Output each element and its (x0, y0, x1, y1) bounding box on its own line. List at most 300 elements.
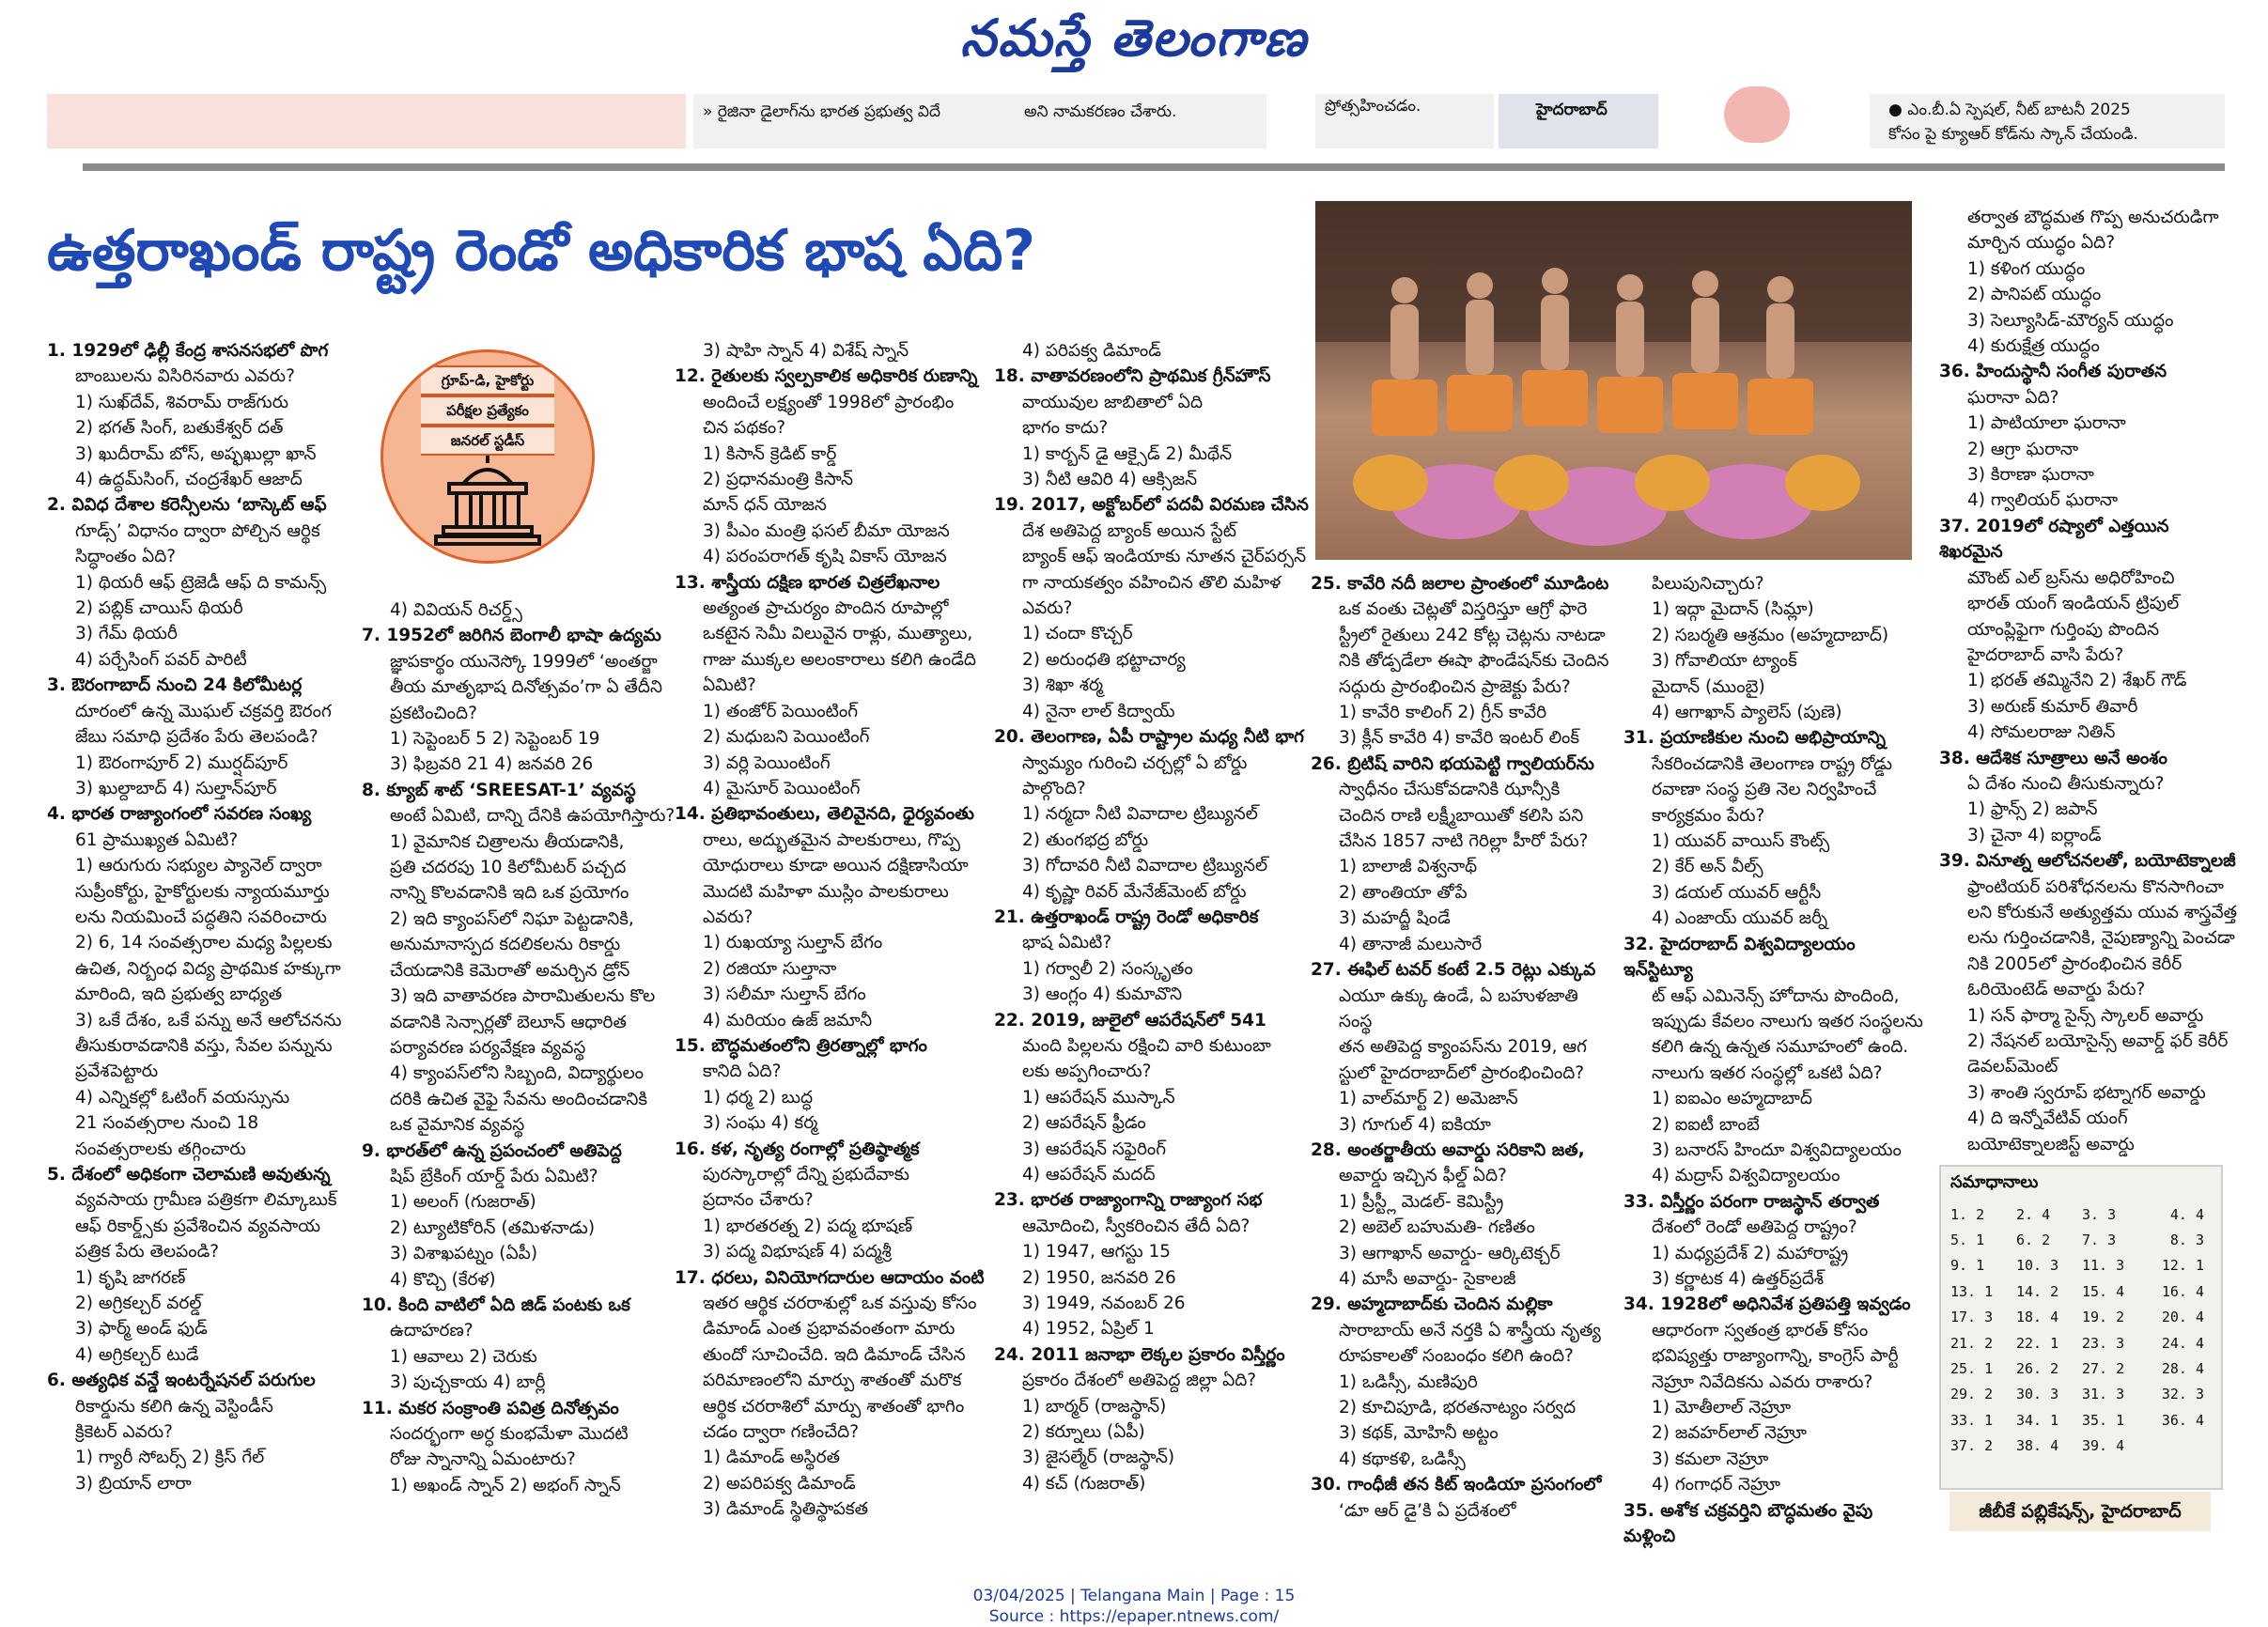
answer-option: 4) వివియన్ రిచర్డ్స్ (390, 600, 522, 620)
answer-option: 1) థియరీ ఆఫ్ ట్రెజెడీ ఆఫ్ ది కామన్స్ (75, 572, 327, 593)
question-continuation: రోజు స్నానాన్ని ఏమంటారు? (390, 1449, 576, 1470)
answer-option: 3) మహద్జీ షిండే (1339, 908, 1451, 929)
answers-row (1950, 1227, 2204, 1252)
question-stem: దేశంలో అధికంగా చెలామణి అవుతున్న (71, 1165, 331, 1185)
question-continuation: ఎవరు? (1022, 598, 1073, 619)
answer-option: 1) భరత్ తమ్మినేని 2) శేఖర్ గౌడ్ (1967, 671, 2187, 691)
question-text (994, 1008, 1318, 1033)
question-text (675, 1137, 999, 1162)
question-continuation: ఆర్థిక చరరాశిలో మార్పు శాతంతో భాగిం (703, 1396, 965, 1417)
answer-cell: 18. 4 (2016, 1309, 2059, 1326)
question-text (675, 801, 999, 827)
answer-option: 1) తంజోర్ పెయింటింగ్ (703, 701, 859, 721)
question-stem: ధరలు, వినియోగదారుల ఆదాయం వంటి (711, 1267, 985, 1288)
strip-text-1: » రైజినా డైలాగ్‌ను భారత ప్రభుత్వ విదే (703, 102, 940, 121)
answer-cell: 34. 1 (2016, 1411, 2059, 1429)
question-text (362, 1396, 686, 1421)
answer-option: 4) మరియం ఉజ్ జమానీ (703, 1010, 873, 1030)
question-stem: అంతర్జాతీయ అవార్డు సరికాని జత, (1347, 1139, 1585, 1160)
answer-option: 3) షాహి స్నాన్ 4) విశేష్ స్నాన్ (703, 341, 909, 361)
question-continuation: పురస్కారాల్లో దేన్ని ప్రభుదేవాకు (703, 1165, 909, 1185)
question-text (675, 570, 999, 596)
question-text (1623, 1292, 1929, 1317)
answer-cell: 3. 3 (2082, 1205, 2117, 1223)
question-continuation: బయోటెక్నాలజిస్ట్ అవార్డు (1967, 1134, 2135, 1154)
question-continuation: సారాబాయ్ అనే నర్తకి ఏ శాస్త్రీయ నృత్య (1339, 1320, 1601, 1340)
question-continuation: నాన్ని కొలవడానికి ఇది ఒక ప్రయోగం (390, 883, 629, 904)
answer-cell: 5. 1 (1950, 1232, 1985, 1249)
question-continuation: 21 సంవత్సరాల నుంచి 18 (75, 1113, 259, 1134)
question-stem: 1929లో ఢిల్లీ కేంద్ర శాసనసభలో పొగ (71, 341, 329, 361)
answer-cell: 23. 3 (2082, 1334, 2125, 1352)
answer-cell: 10. 3 (2016, 1257, 2059, 1275)
question-text (994, 364, 1318, 389)
question-continuation: ఇప్పుడు కేవలం నాలుగు ఇతర సంస్థలను (1652, 1011, 1923, 1031)
question-continuation: ఉదాహరణ? (390, 1321, 474, 1341)
answer-option: 4) 1952, ఏప్రిల్ 1 (1022, 1319, 1155, 1340)
strip-text-3: ప్రోత్సహించడం. (1325, 97, 1421, 116)
top-strip-block-3 (1315, 94, 1494, 148)
footer-source: Source : https://epaper.ntnews.com/ (988, 1607, 1280, 1626)
question-continuation: పత్రిక పేరు తెలపండి? (75, 1242, 220, 1263)
top-strip-block-2 (693, 94, 1266, 148)
question-text (362, 623, 686, 648)
question-continuation: ఒకటైన సెమీ విలువైన రాళ్లు, ముత్యాలు, (703, 624, 973, 644)
question-continuation: చిన పథకం? (703, 418, 786, 439)
question-number: 10. (362, 1294, 393, 1315)
answer-option: 4) ది ఇన్నోవేటివ్ యంగ్ (1967, 1108, 2128, 1129)
answer-option: 2) నేషనల్ బయోసైన్స్ అవార్డ్ ఫర్ కెరీర్ (1967, 1031, 2229, 1051)
answer-option: 3) చైనా 4) ఐర్లాండ్ (1967, 825, 2102, 845)
question-stem: వాతావరణంలోని ప్రాథమిక గ్రీన్‌హౌస్ (1031, 366, 1271, 387)
question-text (1311, 571, 1611, 597)
answers-row (1950, 1382, 2204, 1407)
answer-option: 4) మద్రాస్ విశ్వవిద్యాలయం (1652, 1166, 1841, 1186)
answer-option: 1) నర్మదా నీటి వివాదాల ట్రిబ్యునల్ (1022, 804, 1258, 825)
answer-option: 3) సెల్యూసిడ్-మౌర్యన్ యుద్ధం (1967, 310, 2174, 331)
question-continuation: ఫ్రాంటియర్ పరిశోధనలను కొనసాగించా (1967, 876, 2224, 897)
answer-option: 1) ఆపరేషన్ ముస్కాన్ (1022, 1087, 1175, 1108)
answer-option: 2) కూచిపూడి, భరతనాట్యం సర్వద (1339, 1398, 1577, 1418)
answer-option: 4) సోమలరాజు నితిన్ (1967, 722, 2116, 743)
answer-option: 1) కార్బన్ డై ఆక్సైడ్ 2) మీథేన్ (1022, 443, 1233, 464)
question-number: 28. (1311, 1139, 1342, 1160)
question-continuation: ఆధారంగా స్వతంత్ర భారత్ కోసం (1652, 1320, 1869, 1340)
question-text (1311, 752, 1611, 777)
answer-option: 3) ఖుల్దాబాద్ 4) సుల్తాన్‌పూర్ (75, 778, 277, 798)
answer-option: 1) 1947, ఆగస్టు 15 (1022, 1242, 1172, 1263)
answer-option: 4) క్యాంపస్‌లోని సిబ్బంది, విద్యార్థులం (390, 1063, 645, 1084)
question-number: 24. (994, 1344, 1025, 1365)
question-continuation: ఇతర ఆర్థిక చరరాశుల్లో ఒక వస్తువు కోసం (703, 1294, 977, 1314)
question-number: 31. (1623, 728, 1654, 749)
answers-row (1950, 1330, 2204, 1356)
answer-option: 3) గేమ్ థియరీ (75, 624, 178, 644)
question-stem: ప్రతిభావంతులు, తెలివైనది, ధైర్యవంతు (711, 804, 974, 825)
question-continuation: దేశ అతిపెద్ద బ్యాంక్ అయిన స్టేట్ (1022, 520, 1237, 541)
question-continuation: ప్రవేశపెట్టారు (75, 1061, 159, 1082)
question-text (994, 905, 1318, 930)
question-text (994, 724, 1318, 750)
answer-option: 1) ధర్మ 2) బుద్ధ (703, 1087, 814, 1108)
answer-option: 3) జైసల్మేర్ (రాజస్థాన్) (1022, 1448, 1175, 1468)
question-stem: తెలంగాణ, ఏపీ రాష్ట్రాల మధ్య నీటి భాగ (1031, 727, 1304, 748)
question-continuation: స్వామ్యం గురించి చర్చల్లో ఏ బోర్డు (1022, 752, 1248, 773)
question-number: 26. (1311, 753, 1342, 774)
strip-photo (1724, 86, 1790, 143)
question-continuation: సంవత్సరాలకు తగ్గించారు (75, 1139, 246, 1159)
answer-cell: 27. 2 (2082, 1360, 2125, 1378)
answer-option: 2) అగ్రికల్చర్ వరల్డ్ (75, 1294, 202, 1314)
question-number: 4. (47, 804, 66, 825)
section-badge (381, 349, 595, 564)
question-number: 18. (994, 366, 1025, 387)
answer-option: 1) ఒడిస్సీ, మణిపురి (1339, 1371, 1478, 1392)
answer-cell: 20. 4 (2161, 1309, 2204, 1326)
strip-text-6: కోసం పై క్యూఆర్ కోడ్‌ను స్కాన్ చేయండి. (1888, 125, 2138, 144)
answer-option: 3) వర్లి పెయింటింగ్ (703, 752, 831, 773)
answer-option: 1) ఆవాలు 2) చెరుకు (390, 1346, 537, 1367)
question-stem: ఔరంగాబాద్ నుంచి 24 కిలోమీటర్ల (71, 675, 303, 696)
question-continuation: తీసుకురావడానికి వస్తు, సేవల పన్నును (75, 1035, 333, 1056)
answers-row (1950, 1356, 2204, 1381)
question-continuation: డెవలప్‌మెంట్ (1967, 1057, 2058, 1077)
question-continuation: చేయడానికి కెమెరాతో అమర్చిన డ్రోన్ (390, 960, 630, 981)
answer-option: 4) మైసూర్ పెయింటింగ్ (703, 778, 861, 798)
answer-option: 4) గ్వాలియర్ ఘరానా (1967, 490, 2119, 511)
answer-option: 2) ఆపరేషన్ ఫ్రీడం (1022, 1113, 1146, 1134)
publisher-credit: జీబీకే పబ్లికేషన్స్, హైదరాబాద్ (1950, 1492, 2211, 1531)
answer-option: 2) మధుబని పెయింటింగ్ (703, 727, 870, 748)
question-continuation: జేబు సమాధి ప్రదేశం పేరు తెలపండి? (75, 727, 318, 748)
question-stem: ఆదేశిక సూత్రాలు అనే అంశం (1976, 748, 2167, 768)
answer-option: 2) కర్నూలు (ఏపీ) (1022, 1422, 1145, 1443)
answer-option: 1) బార్మర్ (రాజస్థాన్) (1022, 1396, 1167, 1417)
question-column-7 (1939, 205, 2238, 1157)
answer-option: 2) అపరిపక్వ డిమాండ్ (703, 1473, 856, 1494)
question-continuation: ఉచిత, నిర్బంధ విద్య ప్రాథమిక హక్కుగా (75, 958, 341, 979)
answers-row (1950, 1433, 2204, 1459)
answer-cell (2148, 1433, 2204, 1459)
question-continuation: మంది పిల్లలను రక్షించి వారి కుటుంబా (1022, 1035, 1271, 1056)
answer-option: 2) తాంతియా తోపే (1339, 882, 1468, 903)
answer-cell: 19. 2 (2082, 1309, 2125, 1326)
answer-option: 3) ఆగాఖాన్ అవార్డు- ఆర్కిటెక్చర్ (1339, 1243, 1561, 1263)
answer-option: 1) యువర్ వాయిస్ కౌంట్స్ (1652, 831, 1830, 852)
answer-option: 3) ఒకే దేశం, ఒకే పన్ను అనే ఆలోచనను (75, 1010, 342, 1030)
question-number: 3. (47, 675, 66, 696)
question-stem: శాస్త్రీయ దక్షిణ భారత చిత్రలేఖనాల (711, 572, 940, 593)
answer-option: 2) పానిపట్ యుద్ధం (1967, 285, 2102, 305)
answer-option: 4) ఆగాఖాన్ ప్యాలెస్ (పుణె) (1652, 703, 1842, 723)
answer-option: 4) కథాకళి, ఒడిస్సీ (1339, 1449, 1466, 1469)
answer-option: 1) భారతరత్న 2) పద్మ భూషణ్ (703, 1216, 913, 1236)
question-stem: 2011 జనాభా లెక్కల ప్రకారం విస్తీర్ణం (1031, 1344, 1285, 1365)
answer-cell: 38. 4 (2016, 1437, 2059, 1455)
question-number: 39. (1939, 851, 1970, 872)
answer-option: 1) వాల్‌మార్ట్ 2) అమెజాన్ (1339, 1089, 1518, 1109)
question-continuation: పర్యావరణ పర్యవేక్షణ వ్యవస్థ (390, 1037, 586, 1058)
question-continuation: లను గుర్తించడానికి, నైపుణ్యాన్ని పెంచడా (1967, 928, 2235, 949)
answer-option: 1) కావేరి కాలింగ్ 2) గ్రీన్ కావేరి (1339, 703, 1547, 723)
question-number: 17. (675, 1267, 706, 1288)
question-column-2 (362, 597, 686, 1498)
question-continuation: ట్ ఆఫ్ ఎమినెన్స్ హోదాను పొందింది, (1652, 985, 1900, 1006)
question-continuation: తీయ మాతృభాష దినోత్సవం’గా ఏ తేదీని (390, 677, 662, 698)
answer-option: 4) కొచ్చి (కేరళ) (390, 1269, 496, 1290)
question-continuation: గా నాయకత్వం వహించిన తొలి మహిళ (1022, 572, 1282, 593)
answer-option: 3) డయల్ యువర్ ఆర్టీసీ (1652, 882, 1822, 903)
answer-option: 1) కళింగ యుద్ధం (1967, 258, 2086, 279)
page-footer (0, 1586, 2268, 1627)
question-number: 29. (1311, 1294, 1342, 1315)
question-continuation: యాంప్లిఫైగా గుర్తింపు పొందిన (1967, 619, 2160, 640)
question-continuation: బ్యాంక్ ఆఫ్ ఇండియాకు నూతన చైర్‌పర్సన్ (1022, 547, 1307, 567)
answer-option: 3) ఆంగ్లం 4) కుమావొని (1022, 984, 1183, 1005)
answer-cell: 2. 4 (2016, 1205, 2051, 1223)
question-continuation: ఏ దేశం నుంచి తీసుకున్నారు? (1967, 773, 2165, 794)
answer-option: 3) కిరాణా ఘరానా (1967, 465, 2094, 486)
question-continuation: వ్యవసాయ గ్రామీణ పత్రికగా లిమ్కాబుక్ (75, 1190, 337, 1211)
answer-option: 2) ప్రధానమంత్రి కిసాన్ (703, 470, 854, 490)
answers-row (1950, 1407, 2204, 1433)
answer-option: 3) ఖుదీరామ్ బోస్, అష్ఫఖుల్లా ఖాన్ (75, 443, 317, 464)
question-continuation: లను నియమించే పద్ధతిని సవరించారు (75, 906, 327, 927)
strip-text-4: హైదరాబాద్ (1536, 101, 1608, 119)
question-stem: ఉత్తరాఖండ్ రాష్ట్ర రెండో అధికారిక (1031, 906, 1259, 927)
question-stem: కావేరి నదీ జలాల ప్రాంతంలో మూడింట (1347, 574, 1609, 594)
question-column-3 (675, 338, 999, 1523)
answers-row (1950, 1253, 2204, 1278)
answer-option: 2) పబ్లిక్ చాయిస్ థియరీ (75, 598, 243, 619)
answer-cell: 31. 3 (2082, 1386, 2125, 1403)
answer-option: 4) పరిపక్వ డిమాండ్ (1022, 341, 1161, 361)
question-continuation: నికి తోడ్పడేలా ఈషా ఫౌండేషన్‌కు చెందిన (1339, 651, 1609, 672)
question-text (994, 492, 1318, 518)
answer-option: 3) ఫార్మ్ అండ్ ఫుడ్ (75, 1319, 208, 1340)
question-continuation: యోధురాలు కూడా అయిన దక్షిణాసియా (703, 856, 969, 876)
answer-option: 1) మోతీలాల్ నెహ్రూ (1652, 1398, 1792, 1418)
answer-option: 1) రుఖయ్యా సుల్తాన్ బేగం (703, 933, 883, 953)
answer-cell: 16. 4 (2161, 1282, 2204, 1300)
question-continuation: రూపకాలతో సంబంధం కలిగి ఉంది? (1339, 1346, 1574, 1367)
question-stem: అశోక చక్రవర్తిని బౌద్ధమతం వైపు మళ్లించి (1623, 1500, 1873, 1547)
question-continuation: లకు అప్పగించారు? (1022, 1061, 1152, 1082)
answer-option: 4) ఉద్ధమ్‌సింగ్, చంద్రశేఖర్ ఆజాద్ (75, 470, 303, 490)
question-text (47, 673, 385, 698)
answer-option: 3) విశాఖపట్నం (ఏపీ) (390, 1244, 538, 1264)
answer-option: 3) క్లీన్ కావేరి 4) కావేరి ఇంటర్ లింక్ (1339, 728, 1580, 749)
answer-option: 1) గర్వాలీ 2) సంస్కృతం (1022, 958, 1193, 979)
answer-option: 4) ఎంజాయ్ యువర్ జర్నీ (1652, 908, 1828, 929)
answers-row (1950, 1305, 2204, 1330)
question-number: 5. (47, 1165, 66, 1185)
question-text (362, 778, 686, 803)
answer-option: 3) బ్రియాన్ లారా (75, 1473, 192, 1494)
answer-option: 4) ఆపరేషన్ మదద్ (1022, 1165, 1156, 1185)
question-text (1311, 1472, 1611, 1497)
page-headline: ఉత్తరాఖండ్ రాష్ట్ర రెండో అధికారిక భాష ఏది? (47, 218, 1036, 284)
answer-option: 2) అరుంధతి భట్టాచార్య (1022, 649, 1186, 670)
divider-rule (83, 163, 2225, 171)
answer-option: 1) గ్యారీ సోబర్స్ 2) క్రిస్ గేల్ (75, 1448, 265, 1468)
question-continuation: ఆమోదించి, స్వీకరించిన తేదీ ఏది? (1022, 1216, 1251, 1236)
question-continuation: ఏమిటి? (703, 675, 756, 696)
question-number: 36. (1939, 362, 1970, 382)
answer-option: 1) ప్రీస్ట్లీ మెడల్- కెమిస్ట్రీ (1339, 1191, 1504, 1212)
question-continuation: గాజు ముక్కల అలంకారాలు కలిగి ఉండేది (703, 649, 976, 670)
answer-option: 3) ఫిబ్రవరి 21 4) జనవరి 26 (390, 754, 594, 775)
answer-cell: 39. 4 (2082, 1437, 2125, 1455)
question-column-6 (1623, 571, 1929, 1549)
question-number: 2. (47, 495, 66, 516)
answer-option: 4) కచ్ (గుజరాత్) (1022, 1473, 1146, 1494)
question-number: 33. (1623, 1191, 1654, 1212)
answer-option: 4) పర్చేసింగ్ పవర్ పారిటీ (75, 649, 247, 670)
question-continuation: వడానికి సెన్సార్లతో బెలూన్ ఆధారిత (390, 1012, 627, 1032)
masthead (0, 8, 2268, 73)
question-text (675, 1033, 999, 1059)
question-stem: అత్యధిక వన్డే ఇంటర్నేషనల్ పరుగుల (71, 1371, 316, 1391)
answer-option: 3) గూగుల్ 4) ఐకియా (1339, 1114, 1491, 1135)
question-continuation: చెందిన రాణి లక్ష్మీబాయితో కలిసి పని (1339, 805, 1584, 826)
question-continuation: ప్రకటించింది? (390, 703, 477, 723)
question-stem: ప్రయాణికుల నుంచి అభిప్రాయాన్ని (1660, 728, 1886, 749)
question-stem: భారత రాజ్యాంగాన్ని రాజ్యాంగ సభ (1031, 1190, 1263, 1211)
question-continuation: 61 ప్రాముఖ్యత ఏమిటి? (75, 829, 239, 850)
answer-option: 1) సన్ ఫార్మా సైన్స్ స్కాలర్ అవార్డు (1967, 1005, 2204, 1026)
answer-cell: 9. 1 (1950, 1257, 1985, 1275)
answer-option: 4) తానాజీ మలుసారే (1339, 934, 1483, 954)
question-stem: కళ, నృత్య రంగాల్లో ప్రతిష్ఠాత్మక (711, 1139, 920, 1159)
question-text (47, 492, 385, 518)
question-stem: బ్రిటిష్ వారిని భయపెట్టి గ్వాలియర్‌ను (1347, 753, 1594, 774)
answer-cell: 11. 3 (2082, 1257, 2125, 1275)
answer-option: 1) కృషి జాగరణ్ (75, 1267, 186, 1288)
answer-option: 3) కమలా నెహ్రూ (1652, 1449, 1769, 1469)
question-continuation: సేకరించడానికి తెలంగాణ రాష్ట్ర రోడ్డు (1652, 753, 1893, 774)
question-continuation: రాలు, అద్భుతమైన పాలకురాలు, గొప్ప (703, 829, 961, 850)
footer-line-1: 03/04/2025 | Telangana Main | Page : 15 (972, 1587, 1296, 1605)
answer-option: 4) గంగాధర్ నెహ్రూ (1652, 1475, 1780, 1495)
question-continuation: క్రికెటర్ ఎవరు? (75, 1422, 173, 1443)
strip-text-2: అని నామకరణం చేశారు. (1024, 102, 1177, 121)
question-stem: 2017, అక్టోబర్‌లో పదవీ విరమణ చేసిన (1031, 495, 1309, 516)
question-continuation: దూరంలో ఉన్న మొఘల్ చక్రవర్తి ఔరంగ (75, 701, 332, 721)
question-stem: భారత రాజ్యాంగంలో సవరణ సంఖ్య (71, 804, 312, 825)
question-number: 14. (675, 804, 706, 825)
question-number: 20. (994, 727, 1025, 748)
question-continuation: ఎయూ ఉక్కు ఉండే, ఏ బహుళజాతి సంస్థ (1339, 985, 1578, 1031)
answers-title: సమాధానాలు (1950, 1172, 2039, 1192)
question-continuation: షిప్ బ్రేకింగ్ యార్డ్ పేరు ఏమిటి? (390, 1166, 598, 1186)
question-continuation: ప్రతి చదరపు 10 కిలోమీటర్ పచ్చద (390, 858, 627, 878)
answer-option: 1) ఫ్రాన్స్ 2) జపాన్ (1967, 799, 2098, 820)
answer-cell: 4. 4 (2169, 1205, 2204, 1223)
answer-cell: 1. 2 (1950, 1205, 1985, 1223)
question-number: 37. (1939, 516, 1970, 536)
answers-row (1950, 1201, 2204, 1227)
question-stem: రైతులకు స్వల్పకాలిక అధికారిక రుణాన్ని (711, 366, 978, 387)
question-stem: బౌద్ధమతంలోని త్రిరత్నాల్లో భాగం (711, 1035, 927, 1056)
answer-option: 2) అబెల్ బహుమతి- గణితం (1339, 1217, 1535, 1238)
question-stem: విస్తీర్ణం పరంగా రాజస్థాన్ తర్వాత (1660, 1191, 1880, 1212)
question-continuation: బాంబులను విసిరినవారు ఎవరు? (75, 366, 295, 387)
question-continuation: దరికి ఉచిత వైఫై సేవను అందించడానికి (390, 1089, 647, 1109)
answer-option: 2) 1950, జనవరి 26 (1022, 1267, 1176, 1288)
answer-option: 1) ఐఐఎం అహ్మదాబాద్ (1652, 1089, 1812, 1109)
question-stem: వివిధ దేశాల కరెన్సీలను ‘బాస్కెట్ ఆఫ్ (71, 495, 327, 516)
answer-option: 3) కథక్, మోహినీ అట్టం (1339, 1423, 1499, 1444)
question-text (1623, 1189, 1929, 1215)
question-column-4 (994, 338, 1318, 1496)
question-number: 38. (1939, 748, 1970, 768)
answer-option: 1) సెప్టెంబర్ 5 2) సెప్టెంబర్ 19 (390, 729, 600, 750)
question-continuation: రికార్డును కలిగి ఉన్న వెస్టిండీస్ (75, 1396, 273, 1417)
question-continuation: పరిమాణంలోని మార్పు శాతంతో మరొక (703, 1371, 962, 1391)
question-continuation: స్టులో హైదరాబాద్‌లో ప్రారంభించింది? (1339, 1062, 1585, 1083)
answer-option: 3) అరుణ్ కుమార్ తివారీ (1967, 696, 2138, 717)
question-text (994, 1187, 1318, 1213)
answer-option: 2) ఐఐటీ బాంబే (1652, 1114, 1760, 1135)
top-strip-block-4 (1499, 94, 1658, 148)
question-number: 23. (994, 1190, 1025, 1211)
question-continuation: రవాణా సంస్థ ప్రతి నెల నిర్వహించే (1652, 780, 1877, 800)
question-text (1939, 514, 2238, 566)
question-continuation: ఓరియెంటెడ్ అవార్డు పేరు? (1967, 980, 2146, 1000)
answer-cell: 25. 1 (1950, 1360, 1994, 1378)
question-continuation: గూడ్స్’ విధానం ద్వారా పోల్చిన ఆర్థిక (75, 520, 320, 541)
question-continuation: నాలుగు ఇతర సంస్థల్లో ఒకటి ఏది? (1652, 1062, 1883, 1083)
answer-cell: 17. 3 (1950, 1309, 1994, 1326)
answers-table (1950, 1201, 2204, 1459)
question-continuation: భారత్ యంగ్ ఇండియన్ ట్రిపుల్ (1967, 594, 2180, 614)
answer-cell: 22. 1 (2016, 1334, 2059, 1352)
question-continuation: అనుమానాస్పద కదలికలను రికార్డు (390, 935, 621, 955)
top-strip-block-5 (1870, 94, 2225, 148)
question-text (362, 1139, 686, 1164)
question-continuation: మారింది, ఇది ప్రభుత్వ బాధ్యత (75, 984, 283, 1005)
question-continuation: అవార్డు ఇచ్చిన ఫీల్డ్ ఏది? (1339, 1166, 1507, 1186)
top-strip-block-1 (47, 94, 686, 148)
answer-cell: 26. 2 (2016, 1360, 2059, 1378)
answer-cell: 35. 1 (2082, 1411, 2125, 1429)
answer-option: 4) ఎన్నికల్లో ఓటింగ్ వయస్సును (75, 1087, 290, 1108)
answer-cell: 6. 2 (2016, 1232, 2051, 1249)
answer-option: 1) పాటియాలా ఘరానా (1967, 413, 2126, 434)
question-stem: గాంధీజీ తన కిట్ ఇండియా ప్రసంగంలో (1347, 1475, 1602, 1495)
answer-cell: 8. 3 (2169, 1232, 2204, 1249)
question-continuation: ఒక వైమానిక వ్యవస్థ (390, 1115, 525, 1136)
answers-row (1950, 1278, 2204, 1304)
answer-option: 1) బాలాజీ విశ్వనాథ్ (1339, 857, 1478, 877)
question-number: 22. (994, 1010, 1025, 1030)
answer-option: 3) ఆపరేషన్ సఫైరింగ్ (1022, 1139, 1167, 1159)
question-number: 34. (1623, 1294, 1654, 1315)
question-continuation: ఒక వంతు చెట్లతో విస్తరిస్తూ ఆగ్రో ఫారె (1339, 599, 1588, 620)
answer-option: 3) గోదావరి నీటి వివాదాల ట్రిబ్యునల్ (1022, 856, 1268, 876)
answer-option: 3) సలీమా సుల్తాన్ బేగం (703, 984, 866, 1005)
question-continuation: ప్రకారం దేశంలో అతిపెద్ద జిల్లా ఏది? (1022, 1371, 1257, 1391)
answer-option: 4) పరంపరాగత్ కృషి వికాస్ యోజన (703, 547, 947, 567)
answer-option: 1) అలంగ్ (గుజరాత్) (390, 1192, 536, 1213)
question-continuation: జ్ఞాపకార్థం యునెస్కో 1999లో ‘అంతర్జా (390, 651, 658, 672)
answer-option: 4) అగ్రికల్చర్ టుడే (75, 1344, 199, 1365)
question-number: 25. (1311, 574, 1342, 594)
question-stem: 2019లో రష్యాలో ఎత్తయిన శిఖరమైన (1939, 516, 2169, 563)
answer-option: 2) భగత్ సింగ్, బతుకేశ్వర్ దత్ (75, 418, 284, 439)
question-number: 7. (362, 626, 381, 646)
